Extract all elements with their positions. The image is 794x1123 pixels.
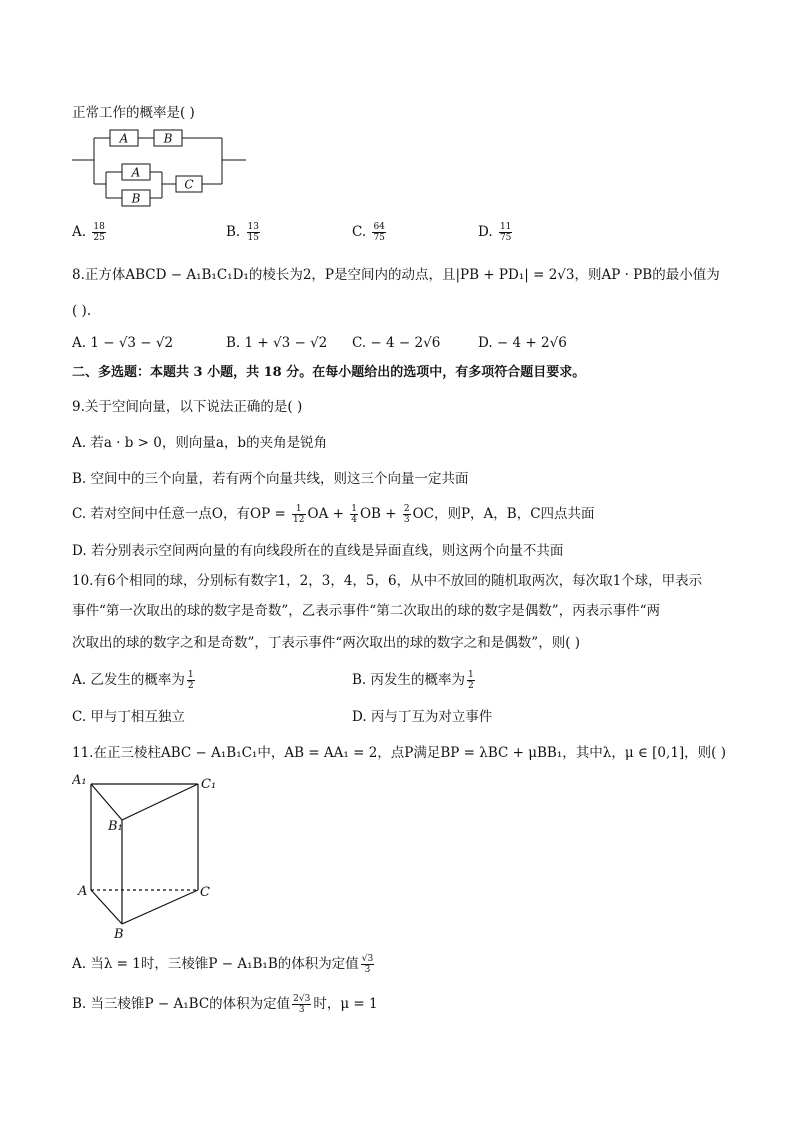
circuit-label: A [119, 131, 129, 146]
circuit-label: B [131, 191, 141, 206]
fraction: $\frac{2√3}{3}$ [293, 994, 311, 1015]
q8-option-b[interactable]: B. 1 + √3 − √2 [226, 335, 328, 351]
q9-stem: 9.关于空间向量，以下说法正确的是( ) [72, 399, 303, 415]
fraction: $\frac{1}{4}$ [351, 504, 357, 525]
fraction: $\frac{1}{2}$ [187, 670, 194, 691]
prism-figure [72, 768, 222, 942]
q11-stem: 11.在正三棱柱ABC − A₁B₁C₁中，AB = AA₁ = 2，点P满足BP = λBC + μBB₁，其中λ，μ ∈ [0,1]，则( ) [72, 745, 726, 761]
q9-option-c[interactable]: C. 若对空间中任意一点O，有OP = $\frac{1}{12}$ OA + $\frac{1}{4}$ OB + $\frac{2}{3}$ OC，则P，A，B，C四点共面 [72, 504, 595, 525]
fraction: $\frac{64}{75}$ [373, 222, 385, 243]
q7-option-a[interactable]: A. $\frac{18}{25}$ [72, 222, 105, 243]
circuit-diagram [72, 126, 250, 210]
fraction: $\frac{2}{3}$ [403, 504, 410, 525]
q9-option-b[interactable]: B. 空间中的三个向量，若有两个向量共线，则这三个向量一定共面 [72, 471, 469, 487]
q7-option-c[interactable]: C. $\frac{64}{75}$ [352, 222, 385, 243]
circuit-label: A [131, 165, 141, 180]
vertex-label: A [78, 884, 88, 899]
q10-option-a[interactable]: A. 乙发生的概率为 $\frac{1}{2}$ [72, 670, 194, 691]
q11-option-a[interactable]: A. 当λ = 1时，三棱锥P − A₁B₁B的体积为定值 $\frac{√3}{3}$ [72, 954, 374, 975]
q8-option-a[interactable]: A. 1 − √3 − √2 [72, 335, 174, 351]
q9-option-a[interactable]: A. 若a · b > 0，则向量a，b的夹角是锐角 [72, 435, 328, 451]
q10-stem-line3: 次取出的球的数字之和是奇数”，丁表示事件“两次取出的球的数字之和是偶数”，则( ) [72, 635, 581, 651]
q8-option-d[interactable]: D. − 4 + 2√6 [478, 335, 567, 351]
section-heading: 二、多选题：本题共 3 小题，共 18 分。在每小题给出的选项中，有多项符合题目要求。 [72, 365, 586, 380]
q7-stem: 正常工作的概率是( ) [72, 105, 195, 121]
fraction: $\frac{13}{15}$ [247, 222, 259, 243]
circuit-label: C [184, 177, 194, 192]
fraction: $\frac{1}{2}$ [468, 670, 474, 691]
q10-stem-line2: 事件“第一次取出的球的数字是奇数”，乙表示事件“第二次取出的球的数字是偶数”，丙表示事件“两 [72, 603, 661, 619]
vertex-label: C [200, 885, 210, 900]
q7-option-b[interactable]: B. $\frac{13}{15}$ [226, 222, 259, 243]
fraction: $\frac{√3}{3}$ [361, 954, 374, 975]
q10-option-b[interactable]: B. 丙发生的概率为 $\frac{1}{2}$ [352, 670, 474, 691]
q11-option-b[interactable]: B. 当三棱锥P − A₁BC的体积为定值 $\frac{2√3}{3}$ 时，μ = 1 [72, 994, 378, 1015]
q10-option-c[interactable]: C. 甲与丁相互独立 [72, 709, 185, 725]
q8-option-c[interactable]: C. − 4 − 2√6 [352, 335, 441, 351]
q7-option-d[interactable]: D. $\frac{11}{75}$ [478, 222, 512, 243]
fraction: $\frac{18}{25}$ [93, 222, 105, 243]
fraction: $\frac{11}{75}$ [499, 222, 512, 243]
q10-option-d[interactable]: D. 丙与丁互为对立事件 [352, 709, 493, 725]
vertex-label: C₁ [201, 777, 217, 792]
q8-stem-cont: ( ). [72, 303, 92, 319]
vertex-label: B [114, 927, 124, 942]
vertex-label: A₁ [72, 773, 87, 788]
fraction: $\frac{1}{12}$ [293, 504, 305, 525]
q10-stem-line1: 10.有6个相同的球，分别标有数字1，2，3，4，5，6，从中不放回的随机取两次，每次取1个球，甲表示 [72, 573, 703, 589]
q8-stem: 8.正方体ABCD − A₁B₁C₁D₁的棱长为2，P是空间内的动点，且|PB + PD₁| = 2√3，则AP · PB的最小值为 [72, 267, 720, 283]
circuit-label: B [163, 131, 173, 146]
vertex-label: B₁ [108, 819, 123, 834]
q9-option-d[interactable]: D. 若分别表示空间两向量的有向线段所在的直线是异面直线，则这两个向量不共面 [72, 543, 564, 559]
